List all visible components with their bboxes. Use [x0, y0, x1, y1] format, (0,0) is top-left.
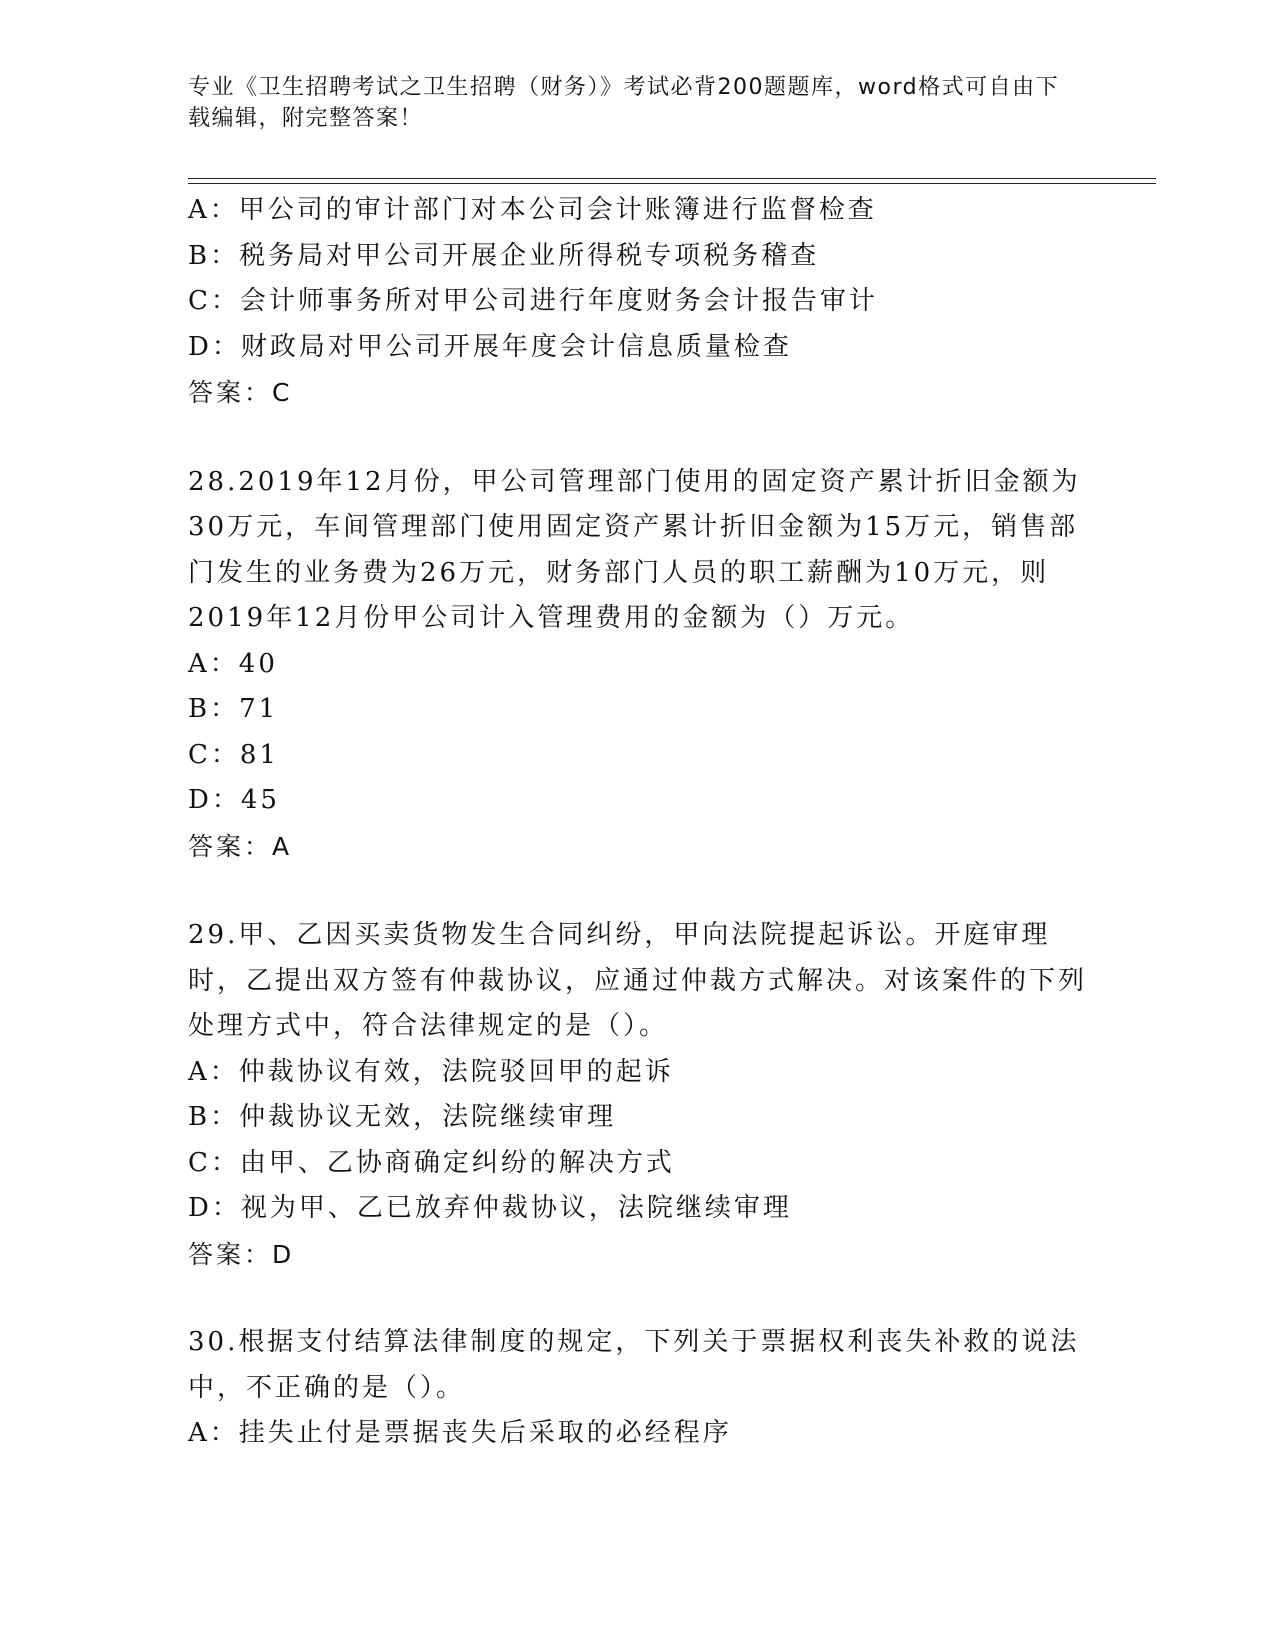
question-text: 28.2019年12月份，甲公司管理部门使用的固定资产累计折旧金额为30万元，车间管理部门使用固定资产累计折旧金额为15万元，销售部门发生的业务费为26万元，财务部门人员的职工薪酬为10万元，则2019年12月份甲公司计入管理费用的金额为（）万元。 — [188, 466, 1081, 633]
option-d: D：45 — [188, 785, 280, 815]
question-28 — [188, 460, 1088, 870]
option-b: B：税务局对甲公司开展企业所得税专项税务稽查 — [188, 240, 820, 271]
question-text: 29.甲、乙因买卖货物发生合同纠纷，甲向法院提起诉讼。开庭审理时，乙提出双方签有仲裁协议，应通过仲裁方式解决。对该案件的下列处理方式中，符合法律规定的是（）。 — [188, 920, 1088, 1041]
question-27 — [188, 188, 1088, 416]
question-29 — [188, 913, 1088, 1277]
option-a: A：挂失止付是票据丧失后采取的必经程序 — [188, 1418, 732, 1448]
question-30 — [188, 1320, 1088, 1457]
option-b: B：71 — [188, 694, 279, 724]
document-title: 专业《卫生招聘考试之卫生招聘（财务）》考试必背200题题库，word格式可自由下载编辑，附完整答案！ — [188, 75, 1060, 131]
answer: 答案：A — [188, 831, 293, 861]
answer: 答案：C — [188, 378, 293, 407]
answer: 答案：D — [188, 1239, 295, 1269]
option-d: D：财政局对甲公司开展年度会计信息质量检查 — [188, 331, 792, 362]
option-a: A：仲裁协议有效，法院驳回甲的起诉 — [188, 1056, 674, 1087]
option-d: D：视为甲、乙已放弃仲裁协议，法院继续审理 — [188, 1193, 792, 1223]
spacer — [188, 869, 1088, 913]
spacer — [188, 416, 1088, 460]
header-divider-bottom — [188, 183, 1156, 184]
question-text: 30.根据支付结算法律制度的规定，下列关于票据权利丧失补救的说法中，不正确的是（）。 — [188, 1327, 1080, 1403]
option-c: C：由甲、乙协商确定纠纷的解决方式 — [188, 1147, 675, 1178]
option-a: A：40 — [188, 648, 278, 679]
spacer — [188, 1277, 1088, 1320]
header-divider-top — [188, 178, 1156, 179]
option-b: B：仲裁协议无效，法院继续审理 — [188, 1102, 617, 1132]
option-a: A：甲公司的审计部门对本公司会计账簿进行监督检查 — [188, 195, 877, 225]
question-list — [188, 188, 1088, 1457]
option-c: C：81 — [188, 739, 279, 770]
option-c: C：会计师事务所对甲公司进行年度财务会计报告审计 — [188, 286, 878, 316]
